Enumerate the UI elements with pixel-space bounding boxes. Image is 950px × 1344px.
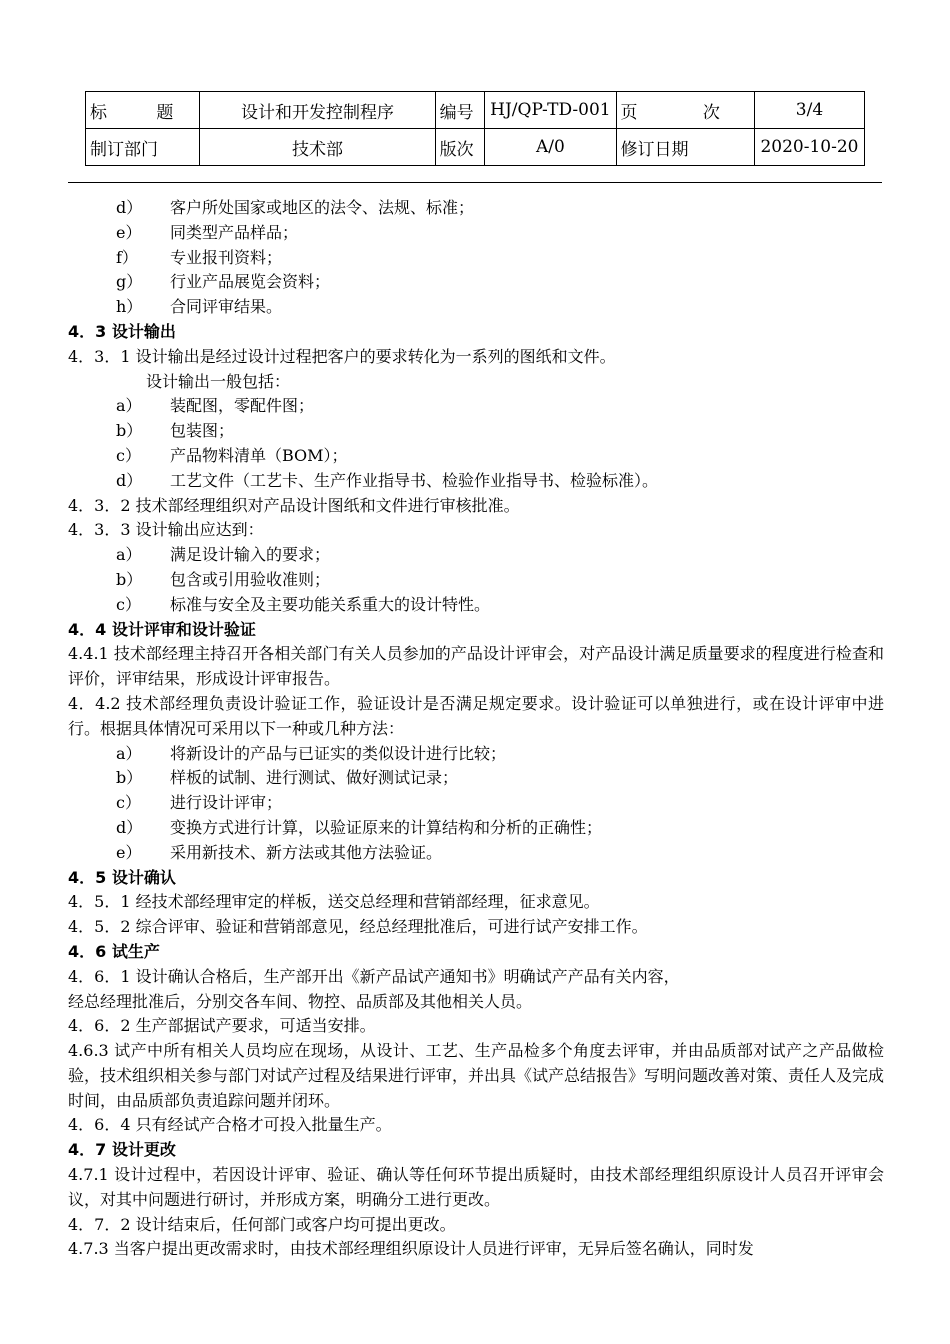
revision-date-label: 修订日期 (616, 129, 754, 166)
header-divider (68, 182, 882, 183)
list-item-label: d） (116, 470, 143, 490)
page-label: 页 次 (616, 92, 754, 129)
list-item-label: c） (116, 445, 141, 465)
paragraph-4-5-1: 4．5．1 经技术部经理审定的样板，送交总经理和营销部经理，征求意见。 (68, 892, 600, 912)
list-item-label: e） (116, 842, 142, 862)
list-item-text: 样板的试制、进行测试、做好测试记录； (170, 768, 459, 788)
list-item-label: f） (116, 247, 138, 267)
section-heading-4-6: 4．6 试生产 (68, 941, 160, 961)
list-items-top (68, 196, 884, 320)
header-row-1 (86, 92, 865, 129)
section-heading-4-5: 4．5 设计确认 (68, 867, 176, 887)
paragraph-4-7-2: 4．7．2 设计结束后，任何部门或客户均可提出更改。 (68, 1214, 456, 1234)
list-item-text: 产品物料清单（BOM）； (170, 445, 348, 465)
list-items-4-4-2 (68, 742, 884, 866)
paragraph-4-3-1-sub: 设计输出一般包括： (146, 371, 291, 391)
list-item (68, 469, 884, 494)
document-header-table (85, 91, 865, 166)
document-number: HJ/QP-TD-001 (485, 92, 616, 129)
list-item (68, 568, 884, 593)
list-item-text: 满足设计输入的要求； (170, 545, 331, 565)
document-body (68, 196, 884, 1262)
paragraph-4-7-3: 4.7.3 当客户提出更改需求时，由技术部经理组织原设计人员进行评审，无异后签名确认，同时发 (68, 1239, 754, 1259)
list-item-text: 包含或引用验收准则； (170, 569, 331, 589)
list-item-text: 合同评审结果。 (170, 297, 283, 317)
list-item-text: 标准与安全及主要功能关系重大的设计特性。 (170, 594, 491, 614)
list-item-label: a） (116, 396, 142, 416)
list-item-text: 同类型产品样品； (170, 222, 299, 242)
version-label: 版次 (435, 129, 485, 166)
list-item (68, 295, 884, 320)
paragraph-4-7-1: 4.7.1 设计过程中，若因设计评审、验证、确认等任何环节提出质疑时，由技术部经理组织原设计人员召开评审会议，对其中问题进行研讨，并形成方案，明确分工进行更改。 (68, 1165, 884, 1209)
paragraph-4-4-2: 4．4.2 技术部经理负责设计验证工作，验证设计是否满足规定要求。设计验证可以单独进行，或在设计评审中进行。根据具体情况可采用以下一种或几种方法： (68, 693, 884, 738)
title-label: 标 题 (86, 92, 200, 129)
list-item-text: 专业报刊资料； (170, 247, 283, 267)
paragraph-4-3-3: 4．3．3 设计输出应达到： (68, 520, 264, 540)
paragraph-4-6-3: 4.6.3 试产中所有相关人员均应在现场，从设计、工艺、生产品检多个角度去评审，并由品质部对试产之产品做检验，技术组织相关参与部门对试产过程及结果进行评审，并出具《试产总结报告》写明问题改善对策、责任人及完成时间，由品质部负责追踪问题并闭环。 (68, 1041, 884, 1110)
list-item-label: e） (116, 222, 142, 242)
list-item (68, 593, 884, 618)
list-item-label: b） (116, 569, 143, 589)
page-number: 3/4 (754, 92, 864, 129)
list-item (68, 221, 884, 246)
list-items-4-3-1 (68, 394, 884, 493)
list-item-text: 将新设计的产品与已证实的类似设计进行比较； (170, 743, 507, 763)
list-item-label: a） (116, 743, 142, 763)
list-items-4-3-3 (68, 543, 884, 617)
list-item-label: d） (116, 198, 143, 217)
list-item-label: h） (116, 297, 143, 317)
list-item (68, 543, 884, 568)
paragraph-4-4-1: 4.4.1 技术部经理主持召开各相关部门有关人员参加的产品设计评审会，对产品设计满足质量要求的程度进行检查和评价，评审结果，形成设计评审报告。 (68, 644, 884, 689)
header-row-2 (86, 129, 865, 166)
list-item (68, 791, 884, 816)
paragraph-4-6-1-cont: 经总经理批准后，分别交各车间、物控、品质部及其他相关人员。 (68, 991, 533, 1011)
list-item-text: 装配图，零配件图； (170, 396, 315, 416)
paragraph-4-6-4: 4．6．4 只有经试产合格才可投入批量生产。 (68, 1115, 392, 1135)
list-item-text: 进行设计评审； (170, 793, 283, 813)
list-item (68, 766, 884, 791)
paragraph-4-3-1: 4．3．1 设计输出是经过设计过程把客户的要求转化为一系列的图纸和文件。 (68, 346, 616, 366)
section-heading-4-4: 4．4 设计评审和设计验证 (68, 619, 256, 639)
document-title: 设计和开发控制程序 (200, 92, 435, 129)
paragraph-4-3-2: 4．3．2 技术部经理组织对产品设计图纸和文件进行审核批准。 (68, 495, 520, 515)
list-item-text: 变换方式进行计算，以验证原来的计算结构和分析的正确性； (170, 817, 603, 837)
version-value: A/0 (485, 129, 616, 166)
list-item (68, 394, 884, 419)
revision-date-value: 2020-10-20 (754, 129, 864, 166)
list-item-label: b） (116, 421, 143, 441)
list-item (68, 742, 884, 767)
list-item (68, 816, 884, 841)
list-item-text: 采用新技术、新方法或其他方法验证。 (170, 842, 443, 862)
paragraph-4-6-2: 4．6．2 生产部据试产要求，可适当安排。 (68, 1016, 376, 1036)
list-item (68, 419, 884, 444)
dept-value: 技术部 (200, 129, 435, 166)
section-heading-4-7: 4．7 设计更改 (68, 1140, 176, 1160)
list-item (68, 270, 884, 295)
list-item (68, 444, 884, 469)
list-item (68, 196, 884, 221)
list-item-label: d） (116, 817, 143, 837)
list-item (68, 246, 884, 271)
list-item-label: b） (116, 768, 143, 788)
list-item-label: g） (116, 272, 143, 292)
list-item-text: 包装图； (170, 421, 235, 441)
number-label: 编号 (435, 92, 485, 129)
list-item-text: 行业产品展览会资料； (170, 272, 331, 292)
section-heading-4-3: 4．3 设计输出 (68, 321, 176, 341)
list-item-label: a） (116, 545, 142, 565)
paragraph-4-5-2: 4．5．2 综合评审、验证和营销部意见，经总经理批准后，可进行试产安排工作。 (68, 917, 648, 937)
paragraph-4-6-1: 4．6．1 设计确认合格后，生产部开出《新产品试产通知书》明确试产产品有关内容， (68, 966, 680, 986)
list-item-label: c） (116, 793, 141, 813)
dept-label: 制订部门 (86, 129, 200, 166)
list-item-text: 客户所处国家或地区的法令、法规、标准； (170, 198, 475, 217)
list-item (68, 841, 884, 866)
list-item-text: 工艺文件（工艺卡、生产作业指导书、检验作业指导书、检验标准）。 (170, 470, 659, 490)
list-item-label: c） (116, 594, 141, 614)
